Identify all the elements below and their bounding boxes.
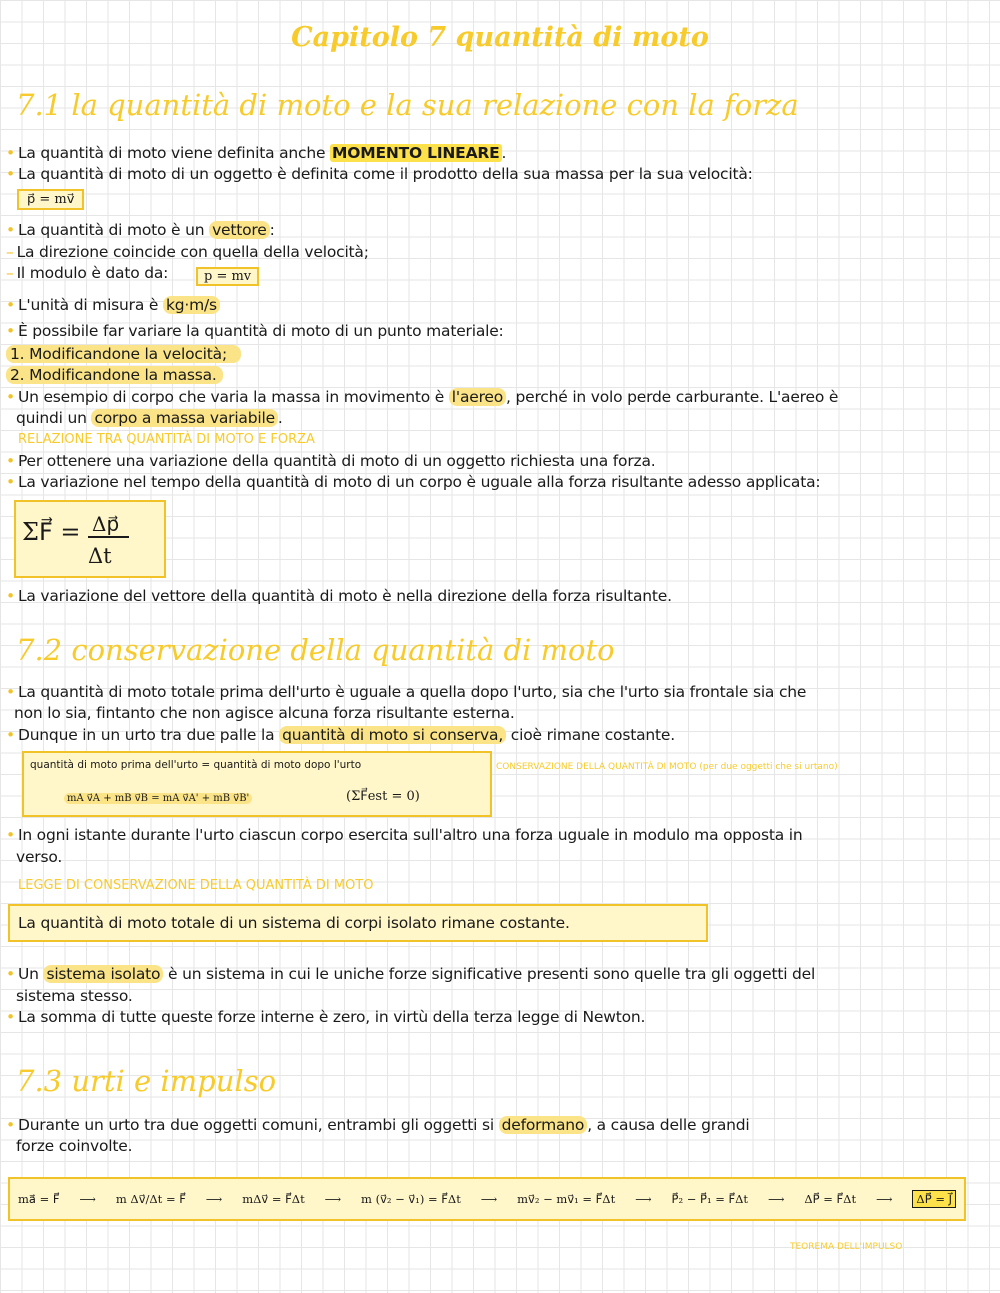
text-line: verso. — [16, 848, 63, 866]
text-line: • Dunque in un urto tra due palle la quantità di moto si conserva, cioè rimane costante. — [6, 726, 675, 744]
arrow-icon: ⟶ — [324, 1192, 342, 1206]
impulse-theorem-result: ΔP⃗ = J⃗ — [912, 1190, 956, 1208]
bullet-icon: • — [6, 1116, 15, 1134]
text-line: • La somma di tutte queste forze interne è zero, in virtù della terza legge di Newton. — [6, 1008, 646, 1026]
formula-left: ΣF⃗ = — [22, 518, 81, 546]
law-box — [8, 904, 708, 942]
formula-momentum: p⃗ = mv⃗ — [17, 189, 84, 210]
bullet-icon: • — [6, 296, 15, 314]
text-line: • La quantità di moto totale prima dell'urto è uguale a quella dopo l'urto, sia che l'urto sia frontale sia che — [6, 683, 807, 701]
formula-conservation: mA v⃗A + mB v⃗B = mA v⃗A' + mB v⃗B' — [64, 793, 252, 804]
dash-icon: – — [6, 264, 14, 282]
theorem-label: TEOREMA DELL'IMPULSO — [790, 1242, 903, 1252]
text-line: • La variazione del vettore della quantità di moto è nella direzione della forza risultante. — [6, 587, 672, 605]
formula-numerator: Δp⃗ — [88, 512, 129, 538]
bullet-icon: • — [6, 683, 15, 701]
dash-icon: – — [6, 243, 14, 261]
text-line: – La direzione coincide con quella della velocità; — [6, 243, 369, 261]
impulse-derivation — [8, 1177, 966, 1221]
text-line: • In ogni istante durante l'urto ciascun corpo esercita sull'altro una forza uguale in modulo ma opposta in — [6, 826, 803, 844]
derivation-step: m Δv⃗/Δt = F⃗ — [115, 1192, 186, 1206]
text-line: • Un sistema isolato è un sistema in cui le uniche forze significative presenti sono quelle tra gli oggetti del — [6, 965, 816, 983]
derivation-step: ma⃗ = F⃗ — [18, 1192, 60, 1206]
arrow-icon: ⟶ — [79, 1192, 96, 1206]
text-line: quindi un corpo a massa variabile . — [16, 409, 283, 427]
conservation-note: CONSERVAZIONE DELLA QUANTITÀ DI MOTO (per due oggetti che si urtano) — [496, 762, 838, 772]
derivation-step: mv⃗₂ − mv⃗₁ = F⃗Δt — [517, 1192, 616, 1206]
section-heading-7-2: 7.2 conservazione della quantità di moto — [16, 633, 615, 667]
derivation-step: P⃗₂ − P⃗₁ = F⃗Δt — [671, 1192, 749, 1206]
formula-conservation-words: quantità di moto prima dell'urto = quantità di moto dopo l'urto — [30, 759, 362, 771]
text-line: • Un esempio di corpo che varia la massa in movimento è l'aereo , perché in volo perde carburante. L'aereo è — [6, 388, 839, 406]
list-item: 2. Modificandone la massa. — [6, 366, 223, 384]
bullet-icon: • — [6, 144, 15, 162]
formula-newton-second-law — [14, 500, 166, 578]
law-text: La quantità di moto totale di un sistema di corpi isolato rimane costante. — [18, 914, 570, 932]
text-line: • La quantità di moto viene definita anche MOMENTO LINEARE . — [6, 144, 507, 162]
formula-denominator: Δt — [88, 544, 112, 568]
text-line: • L'unità di misura è kg·m/s — [6, 296, 220, 314]
text-line: • Per ottenere una variazione della quantità di moto di un oggetto richiesta una forza. — [6, 452, 656, 470]
subheading-conservation-law: LEGGE DI CONSERVAZIONE DELLA QUANTITÀ DI MOTO — [18, 878, 374, 893]
text-line: • È possibile far variare la quantità di moto di un punto materiale: — [6, 322, 504, 340]
derivation-step: m (v⃗₂ − v⃗₁) = F⃗Δt — [361, 1192, 461, 1206]
bullet-icon: • — [6, 221, 15, 239]
bullet-icon: • — [6, 322, 15, 340]
text-line: • La variazione nel tempo della quantità di moto di un corpo è uguale alla forza risultante adesso applicata: — [6, 473, 821, 491]
bullet-icon: • — [6, 452, 15, 470]
bullet-icon: • — [6, 587, 15, 605]
text-line: sistema stesso. — [16, 987, 133, 1005]
arrow-icon: ⟶ — [876, 1192, 893, 1206]
bullet-icon: • — [6, 726, 15, 744]
text-line: • Durante un urto tra due oggetti comuni, entrambi gli oggetti si deformano , a causa delle grandi — [6, 1116, 750, 1134]
bullet-icon: • — [6, 165, 15, 183]
formula-conservation-box — [22, 751, 492, 817]
text-line: – Il modulo è dato da: — [6, 264, 169, 282]
formula-condition: (ΣF⃗est = 0) — [346, 789, 420, 804]
derivation-step: ΔP⃗ = F⃗Δt — [804, 1192, 857, 1206]
section-heading-7-3: 7.3 urti e impulso — [16, 1064, 277, 1098]
bullet-icon: • — [6, 473, 15, 491]
list-item: 1. Modificandone la velocità; — [6, 345, 241, 363]
bullet-icon: • — [6, 965, 15, 983]
arrow-icon: ⟶ — [205, 1192, 223, 1206]
arrow-icon: ⟶ — [480, 1192, 498, 1206]
arrow-icon: ⟶ — [767, 1192, 785, 1206]
page-title: Capitolo 7 quantità di moto — [291, 22, 709, 53]
text-line: • La quantità di moto è un vettore : — [6, 221, 275, 239]
text-line: non lo sia, fintanto che non agisce alcuna forza risultante esterna. — [14, 704, 515, 722]
text-line: • La quantità di moto di un oggetto è definita come il prodotto della sua massa per la sua velocità: — [6, 165, 753, 183]
text-line: forze coinvolte. — [16, 1137, 133, 1155]
section-heading-7-1: 7.1 la quantità di moto e la sua relazione con la forza — [16, 88, 799, 122]
subheading-relation: RELAZIONE TRA QUANTITÀ DI MOTO E FORZA — [18, 432, 315, 447]
derivation-step: mΔv⃗ = F⃗Δt — [242, 1192, 305, 1206]
bullet-icon: • — [6, 388, 15, 406]
formula-modulus: p = mv — [196, 267, 259, 286]
arrow-icon: ⟶ — [635, 1192, 652, 1206]
bullet-icon: • — [6, 826, 15, 844]
bullet-icon: • — [6, 1008, 15, 1026]
